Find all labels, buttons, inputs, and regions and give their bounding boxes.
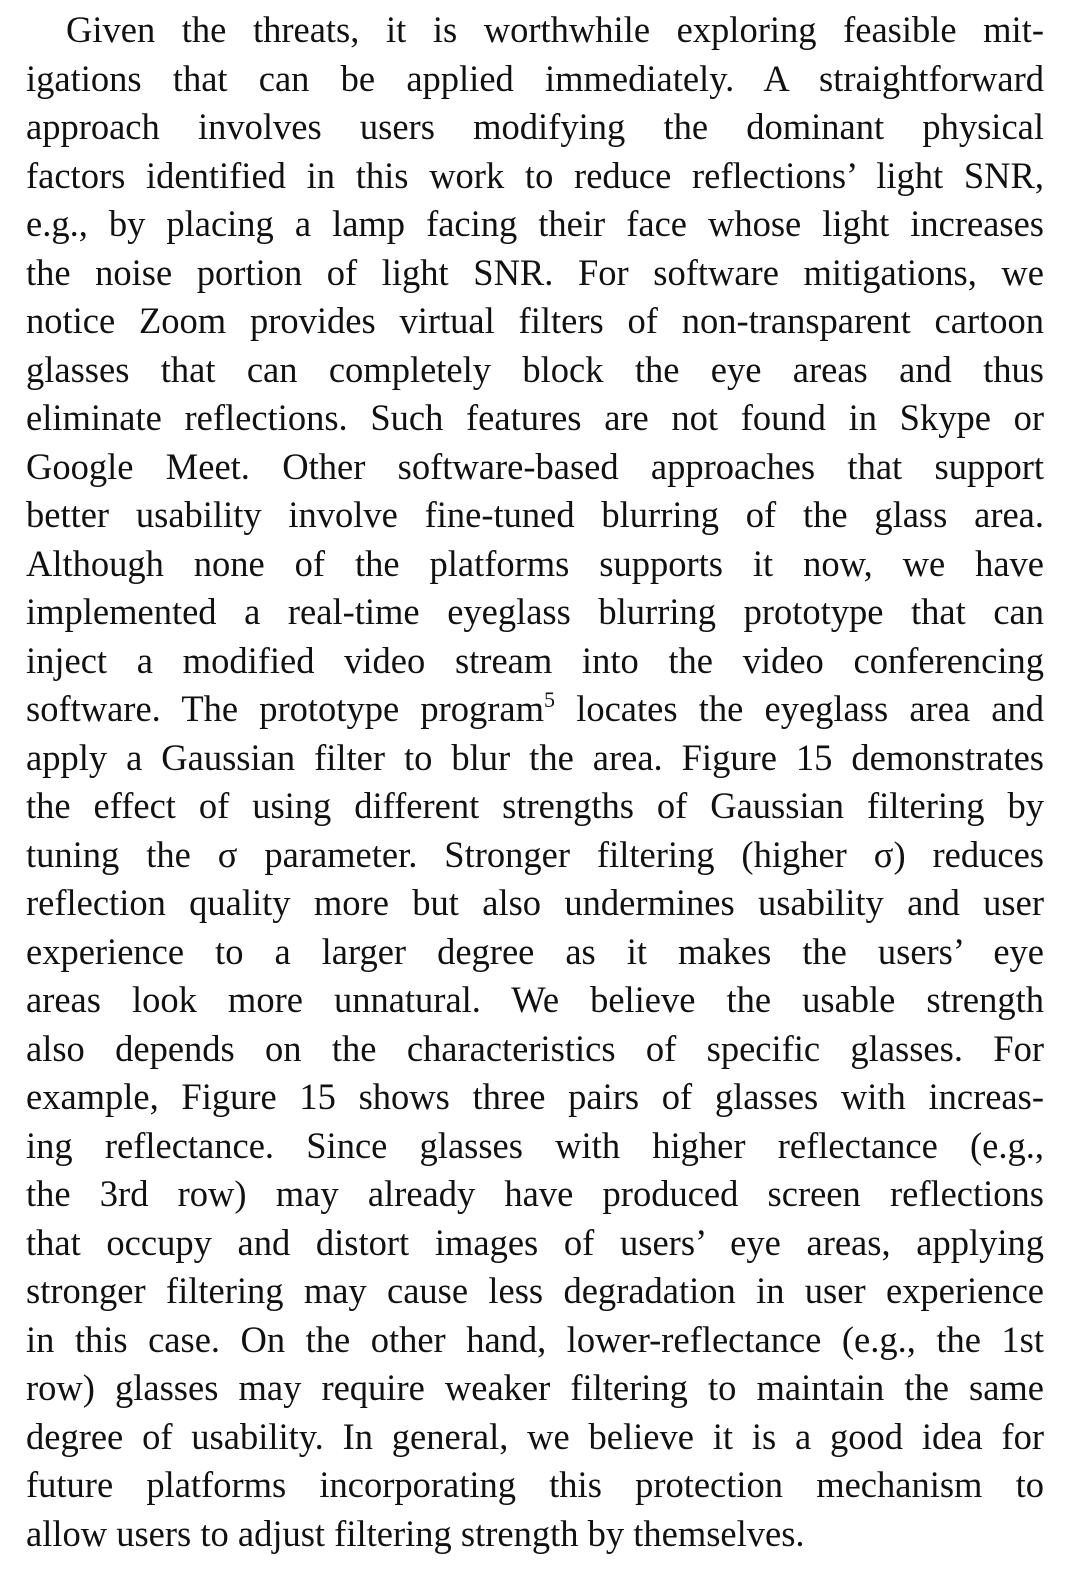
text-line: reflection quality more but also undermines usability and user [26,882,1044,923]
text-line: igations that can be applied immediately. A straightforward [26,57,1044,99]
text-line: approach involves users modifying the dominant physical [26,106,1044,147]
text-line: eliminate reflections. Such features are not found in Skype or [26,397,1044,438]
text-line: degree of usability. In general, we believe it is a good idea for [26,1415,1044,1457]
text-line: Given the threats, it is worthwhile exploring feasible mit- [66,9,1044,50]
text-line: example, Figure 15 shows three pairs of glasses with increas- [26,1076,1044,1117]
page [26,6,1044,1558]
text-line: better usability involve fine-tuned blurring of the glass area. [26,494,1044,535]
text-line: glasses that can completely block the eye areas and thus [26,348,1044,390]
text-line: the effect of using different strengths of Gaussian filtering by [26,785,1044,826]
body-paragraph [26,6,1044,1558]
text-line: apply a Gaussian filter to blur the area. Figure 15 demonstrates [26,736,1044,778]
text-line: in this case. On the other hand, lower-reflectance (e.g., the 1st [26,1318,1044,1360]
text-line: ing reflectance. Since glasses with higher reflectance (e.g., [26,1124,1044,1166]
text-segment: software. The prototype program [26,688,544,729]
text-line-with-footnote [26,685,1044,734]
text-line: that occupy and distort images of users’ eye areas, applying [26,1221,1044,1263]
text-line: Google Meet. Other software-based approaches that support [26,445,1044,487]
text-line: the noise portion of light SNR. For software mitigations, we [26,251,1044,293]
text-line: row) glasses may require weaker filtering to maintain the same [26,1367,1044,1408]
text-line: stronger filtering may cause less degradation in user experience [26,1270,1044,1311]
text-line: Although none of the platforms supports it now, we have [26,542,1044,584]
text-line: the 3rd row) may already have produced screen reflections [26,1173,1044,1214]
text-line: also depends on the characteristics of specific glasses. For [26,1027,1044,1069]
text-line: notice Zoom provides virtual filters of non-transparent cartoon [26,300,1044,341]
text-line: e.g., by placing a lamp facing their face whose light increases [26,203,1044,244]
text-line: implemented a real-time eyeglass blurring prototype that can [26,591,1044,632]
text-line: factors identified in this work to reduce reflections’ light SNR, [26,154,1044,196]
footnote-marker: 5 [544,687,555,712]
text-line: tuning the σ parameter. Stronger filtering (higher σ) reduces [26,833,1044,875]
text-line: allow users to adjust filtering strength by themselves. [26,1512,805,1554]
text-line: future platforms incorporating this protection mechanism to [26,1464,1044,1505]
text-line: inject a modified video stream into the video conferencing [26,639,1044,681]
text-line: experience to a larger degree as it makes the users’ eye [26,930,1044,972]
text-line: areas look more unnatural. We believe the usable strength [26,979,1044,1020]
text-segment: locates the eyeglass area and [555,688,1044,729]
